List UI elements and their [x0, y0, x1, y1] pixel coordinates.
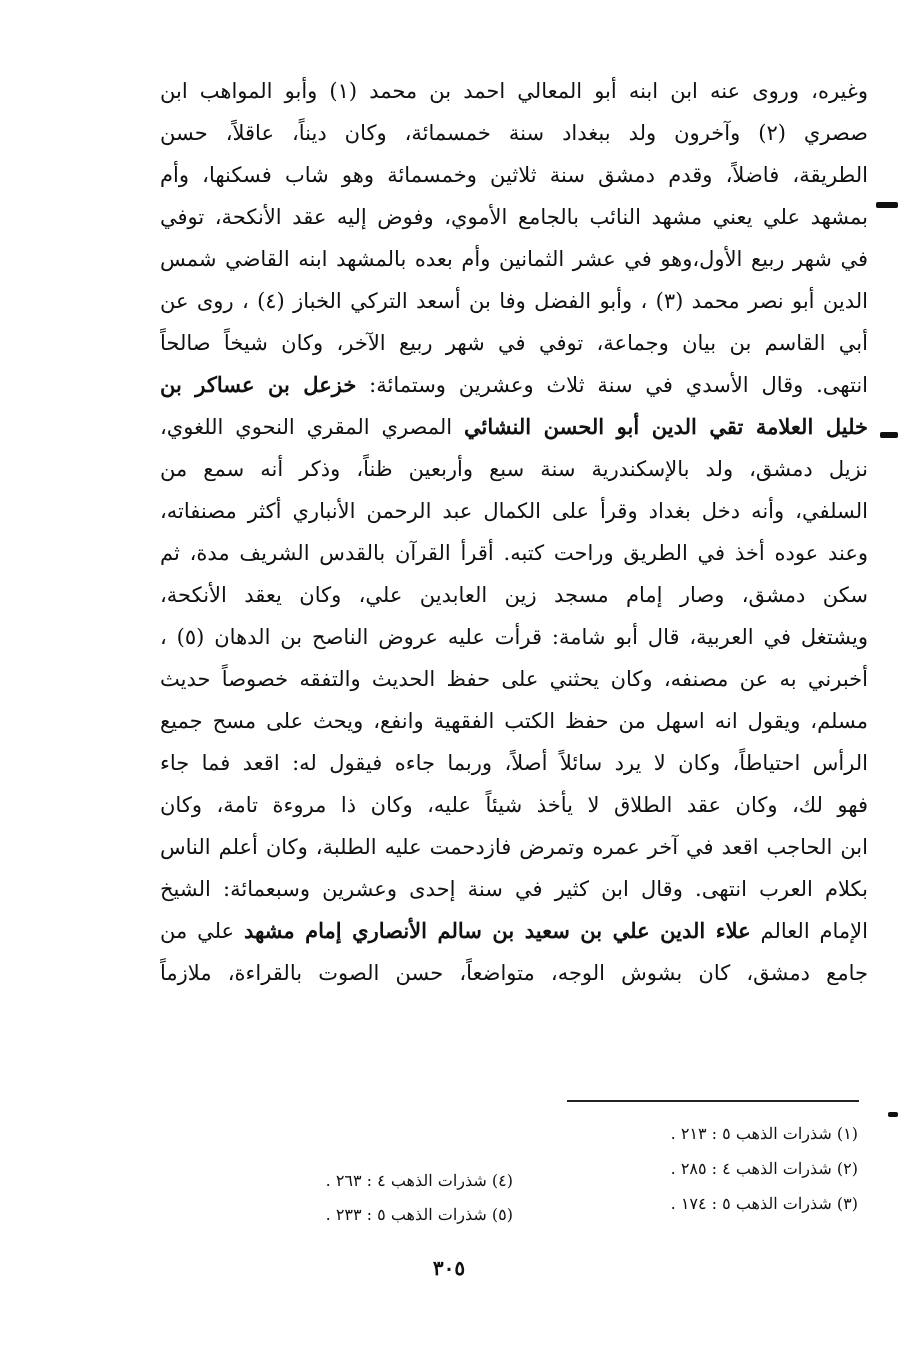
line-text: الدين أبو نصر محمد	[691, 289, 868, 313]
line-text: (٢)	[740, 121, 804, 145]
line-text: أبي القاسم بن بيان وجماعة، توفي في شهر ربيع الآخر، وكان شيخاً صالحاً	[160, 331, 868, 355]
margin-mark-2	[880, 432, 898, 438]
text-line	[160, 700, 868, 742]
line-text: جامع دمشق، كان بشوش الوجه، متواضعاً، حسن الصوت بالقراءة، ملازماً	[160, 961, 868, 985]
text-line	[160, 532, 868, 574]
line-text: نزيل دمشق، ولد بالإسكندرية سنة سبع وأربعين ظناً، وذكر أنه سمع من	[160, 457, 868, 481]
line-text: بكلام العرب انتهى. وقال ابن كثير في سنة إحدى وعشرين وسبعمائة: الشيخ	[160, 877, 868, 901]
line-text: ابن الحاجب اقعد في آخر عمره وتمرض فازدحمت عليه الطلبة، وكان أعلم الناس	[160, 835, 868, 859]
bold-name-text: علاء الدين علي بن سعيد بن سالم الأنصاري إمام مشهد	[243, 918, 751, 943]
line-text: وآخرون ولد ببغداد سنة خمسمائة، وكان ديناً، عاقلاً، حسن	[160, 121, 741, 145]
line-text: السلفي، وأنه دخل بغداد وقرأ على الكمال عبد الرحمن الأنباري أكثر مصنفاته،	[160, 499, 868, 523]
line-text: (٤)	[248, 289, 294, 313]
text-line	[160, 616, 868, 658]
line-text: فهو لك، وكان عقد الطلاق لا يأخذ شيئاً عليه، وكان ذا مروءة تامة، وكان	[160, 793, 868, 817]
line-text: في شهر ربيع الأول،وهو في عشر الثمانين وأم بعده بالمشهد ابنه القاضي شمس	[160, 247, 868, 271]
main-text-block	[160, 70, 868, 994]
line-text: مسلم، ويقول انه اسهل من حفظ الكتب الفقهية وانفع، ويحث على مسح جميع	[160, 709, 868, 733]
text-line	[160, 826, 868, 868]
line-text: (٣)	[647, 289, 692, 313]
line-text: وعند عوده أخذ في الطريق وراحت كتبه. أقرأ القرآن بالقدس الشريف مدة، ثم	[160, 541, 868, 565]
text-line	[160, 154, 868, 196]
line-text: علي من	[160, 919, 244, 943]
line-text: بمشهد علي يعني مشهد النائب بالجامع الأموي، وفوض إليه عقد الأنكحة، توفي	[160, 205, 868, 229]
text-line	[160, 784, 868, 826]
line-text: انتهى. وقال الأسدي في سنة ثلاث وعشرين وستمائة:	[356, 373, 868, 397]
text-line	[160, 364, 868, 406]
line-text: (٥)	[166, 625, 215, 649]
line-text: أخبرني به عن مصنفه، وكان يحثني على حفظ الحديث والتفقه خصوصاً حديث	[160, 667, 868, 691]
margin-mark-3	[888, 1112, 898, 1117]
text-line	[160, 238, 868, 280]
text-line	[160, 742, 868, 784]
page-number: ٣٠٥	[432, 1256, 466, 1280]
footnote-1: (١) شذرات الذهب ٥ : ٢١٣ .	[670, 1124, 858, 1143]
line-text: وغيره، وروى عنه ابن ابنه أبو المعالي احمد بن محمد	[369, 79, 868, 103]
line-text: صصري	[803, 121, 868, 145]
line-text: الإمام العالم	[750, 919, 868, 943]
line-text: الرأس احتياطاً، وكان لا يرد سائلاً أصلاً، وربما جاءه فيقول له: اقعد فما جاء	[160, 751, 868, 775]
text-line	[160, 70, 868, 112]
footnote-2: (٢) شذرات الذهب ٤ : ٢٨٥ .	[670, 1159, 858, 1178]
line-text: سكن دمشق، وصار إمام مسجد زين العابدين علي، وكان يعقد الأنكحة،	[160, 583, 868, 607]
text-line	[160, 406, 868, 448]
text-line	[160, 280, 868, 322]
footnote-5: (٥) شذرات الذهب ٥ : ٢٣٣ .	[325, 1205, 513, 1224]
footnote-3: (٣) شذرات الذهب ٥ : ١٧٤ .	[670, 1194, 858, 1213]
text-line	[160, 112, 868, 154]
line-text: ، وأبو الفضل وفا بن أسعد التركي الخباز	[293, 289, 648, 313]
text-line	[160, 322, 868, 364]
text-line	[160, 574, 868, 616]
line-text: المصري المقري النحوي اللغوي،	[160, 415, 465, 439]
text-line	[160, 196, 868, 238]
line-text: وأبو المواهب ابن	[160, 79, 318, 103]
text-line	[160, 868, 868, 910]
line-text: (١)	[317, 79, 370, 103]
text-line	[160, 490, 868, 532]
line-text: ويشتغل في العربية، قال أبو شامة: قرأت عليه عروض الناصح بن الدهان	[214, 625, 868, 649]
bold-name-text: خزعل بن عساكر بن	[160, 372, 357, 397]
text-line	[160, 448, 868, 490]
footnote-divider	[567, 1100, 859, 1102]
line-text: الطريقة، فاضلاً، وقدم دمشق سنة ثلاثين وخمسمائة وهو شاب فسكنها، وأم	[160, 163, 868, 187]
text-line	[160, 910, 868, 952]
line-text: ،	[160, 625, 167, 649]
text-line	[160, 952, 868, 994]
footnote-4: (٤) شذرات الذهب ٤ : ٢٦٣ .	[325, 1171, 513, 1190]
margin-mark-1	[876, 202, 898, 208]
text-line	[160, 658, 868, 700]
bold-name-text: خليل العلامة تقي الدين أبو الحسن النشائي	[464, 414, 868, 439]
line-text: ، روى عن	[160, 289, 249, 313]
